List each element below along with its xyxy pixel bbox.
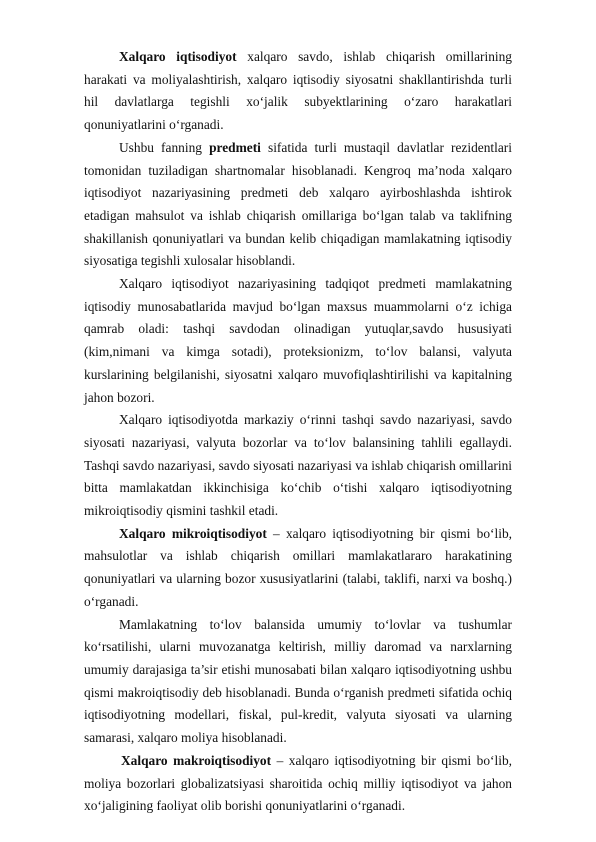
paragraph-text: Xalqaro iqtisodiyotda markaziy o‘rinni tashqi savdo nazariyasi, savdo siyosati nazariyasi, valyuta bozorlar va to‘lov balansining tahlili egallaydi. Tashqi savdo nazariyasi, savdo siyosati nazariyasi va ishlab chiqarish omillarini bitta mamlakatdan ikkinchisiga ko‘chib o‘tishi xalqaro iqtisodiyotning mikroiqtisodiy qismini tashkil etadi. xyxy=(84,412,512,519)
paragraph-research-subject xyxy=(84,273,512,409)
paragraph-international-economics xyxy=(84,46,512,137)
paragraph-text: xalqaro savdo, ishlab chiqarish omillarining harakati va moliyalashtirish, xalqaro iqtisodiy siyosatni shakllantirishda turli hil davlatlarga tegishli xo‘jalik subyektlarining o‘zaro harakatlari qonuniyatlarini o‘rganadi. xyxy=(84,49,512,133)
term-international-macroeconomics: Xalqaro makroiqtisodiyot xyxy=(121,752,272,768)
paragraph-text: – xalqaro iqtisodiyotning bir qismi bo‘lib, moliya bozorlari globalizatsiyasi sharoitida ochiq milliy iqtisodiyot va jahon xo‘jaligining faoliyat olib borishi qonuniyatlarini o‘rganadi. xyxy=(84,752,512,814)
term-subject: predmeti xyxy=(209,139,261,155)
document-page xyxy=(84,46,512,818)
paragraph-balance-of-payments xyxy=(84,614,512,750)
paragraph-subject xyxy=(84,137,512,273)
paragraph-text: sifatida turli mustaqil davlatlar rezidentlari tomonidan tuziladigan shartnomalar hisoblanadi. Kengroq ma’noda xalqaro iqtisodiyot nazariyasining predmeti deb xalqaro ayirboshlashda ishtirok etadigan mahsulot va ishlab chiqarish omillariga bo‘lgan talab va taklifning shakillanish qonuniyatlari va bundan kelib chiqadigan mamlakatning iqtisodiy siyosatiga tegishli xulosalar hisoblandi. xyxy=(84,139,512,269)
paragraph-lead: Ushbu fanning xyxy=(119,139,210,155)
term-international-economics: Xalqaro iqtisodiyot xyxy=(119,49,237,64)
paragraph-text: Mamlakatning to‘lov balansida umumiy to‘lovlar va tushumlar ko‘rsatilishi, ularni muvozanatga keltirish, milliy daromad va narxlarning umumiy darajasiga ta’sir etishi munosabati bilan xalqaro iqtisodiyotning ushbu qismi makroiqtisodiy deb hisoblanadi. Bunda o‘rganish predmeti sifatida ochiq iqtisodiyotning modellari, fiskal, pul-kredit, valyuta siyosati va ularning samarasi, xalqaro moliya hisoblanadi. xyxy=(84,616,512,746)
paragraph-micro xyxy=(84,523,512,614)
term-international-microeconomics: Xalqaro mikroiqtisodiyot xyxy=(119,525,267,541)
paragraph-central-theory xyxy=(84,409,512,523)
paragraph-text: Xalqaro iqtisodiyot nazariyasining tadqiqot predmeti mamlakatning iqtisodiy munosabatlarida mavjud bo‘lgan maxsus muammolarni o‘z ichiga qamrab oladi: tashqi savdodan olinadigan yutuqlar,savdo hususiyati (kim,nimani va kimga sotadi), proteksionizm, to‘lov balansi, valyuta kurslarining belgilanishi, siyosatni xalqaro muvofiqlashtirilishi va kapitalning jahon bozori. xyxy=(84,276,512,405)
paragraph-text: – xalqaro iqtisodiyotning bir qismi bo‘lib, mahsulotlar va ishlab chiqarish omillari mamlakatlararo harakatining qonuniyatlari va ularning bozor xususiyatlarini (talabi, taklifi, narxi va boshq.) o‘rganadi. xyxy=(84,525,512,609)
paragraph-macro xyxy=(84,750,512,818)
